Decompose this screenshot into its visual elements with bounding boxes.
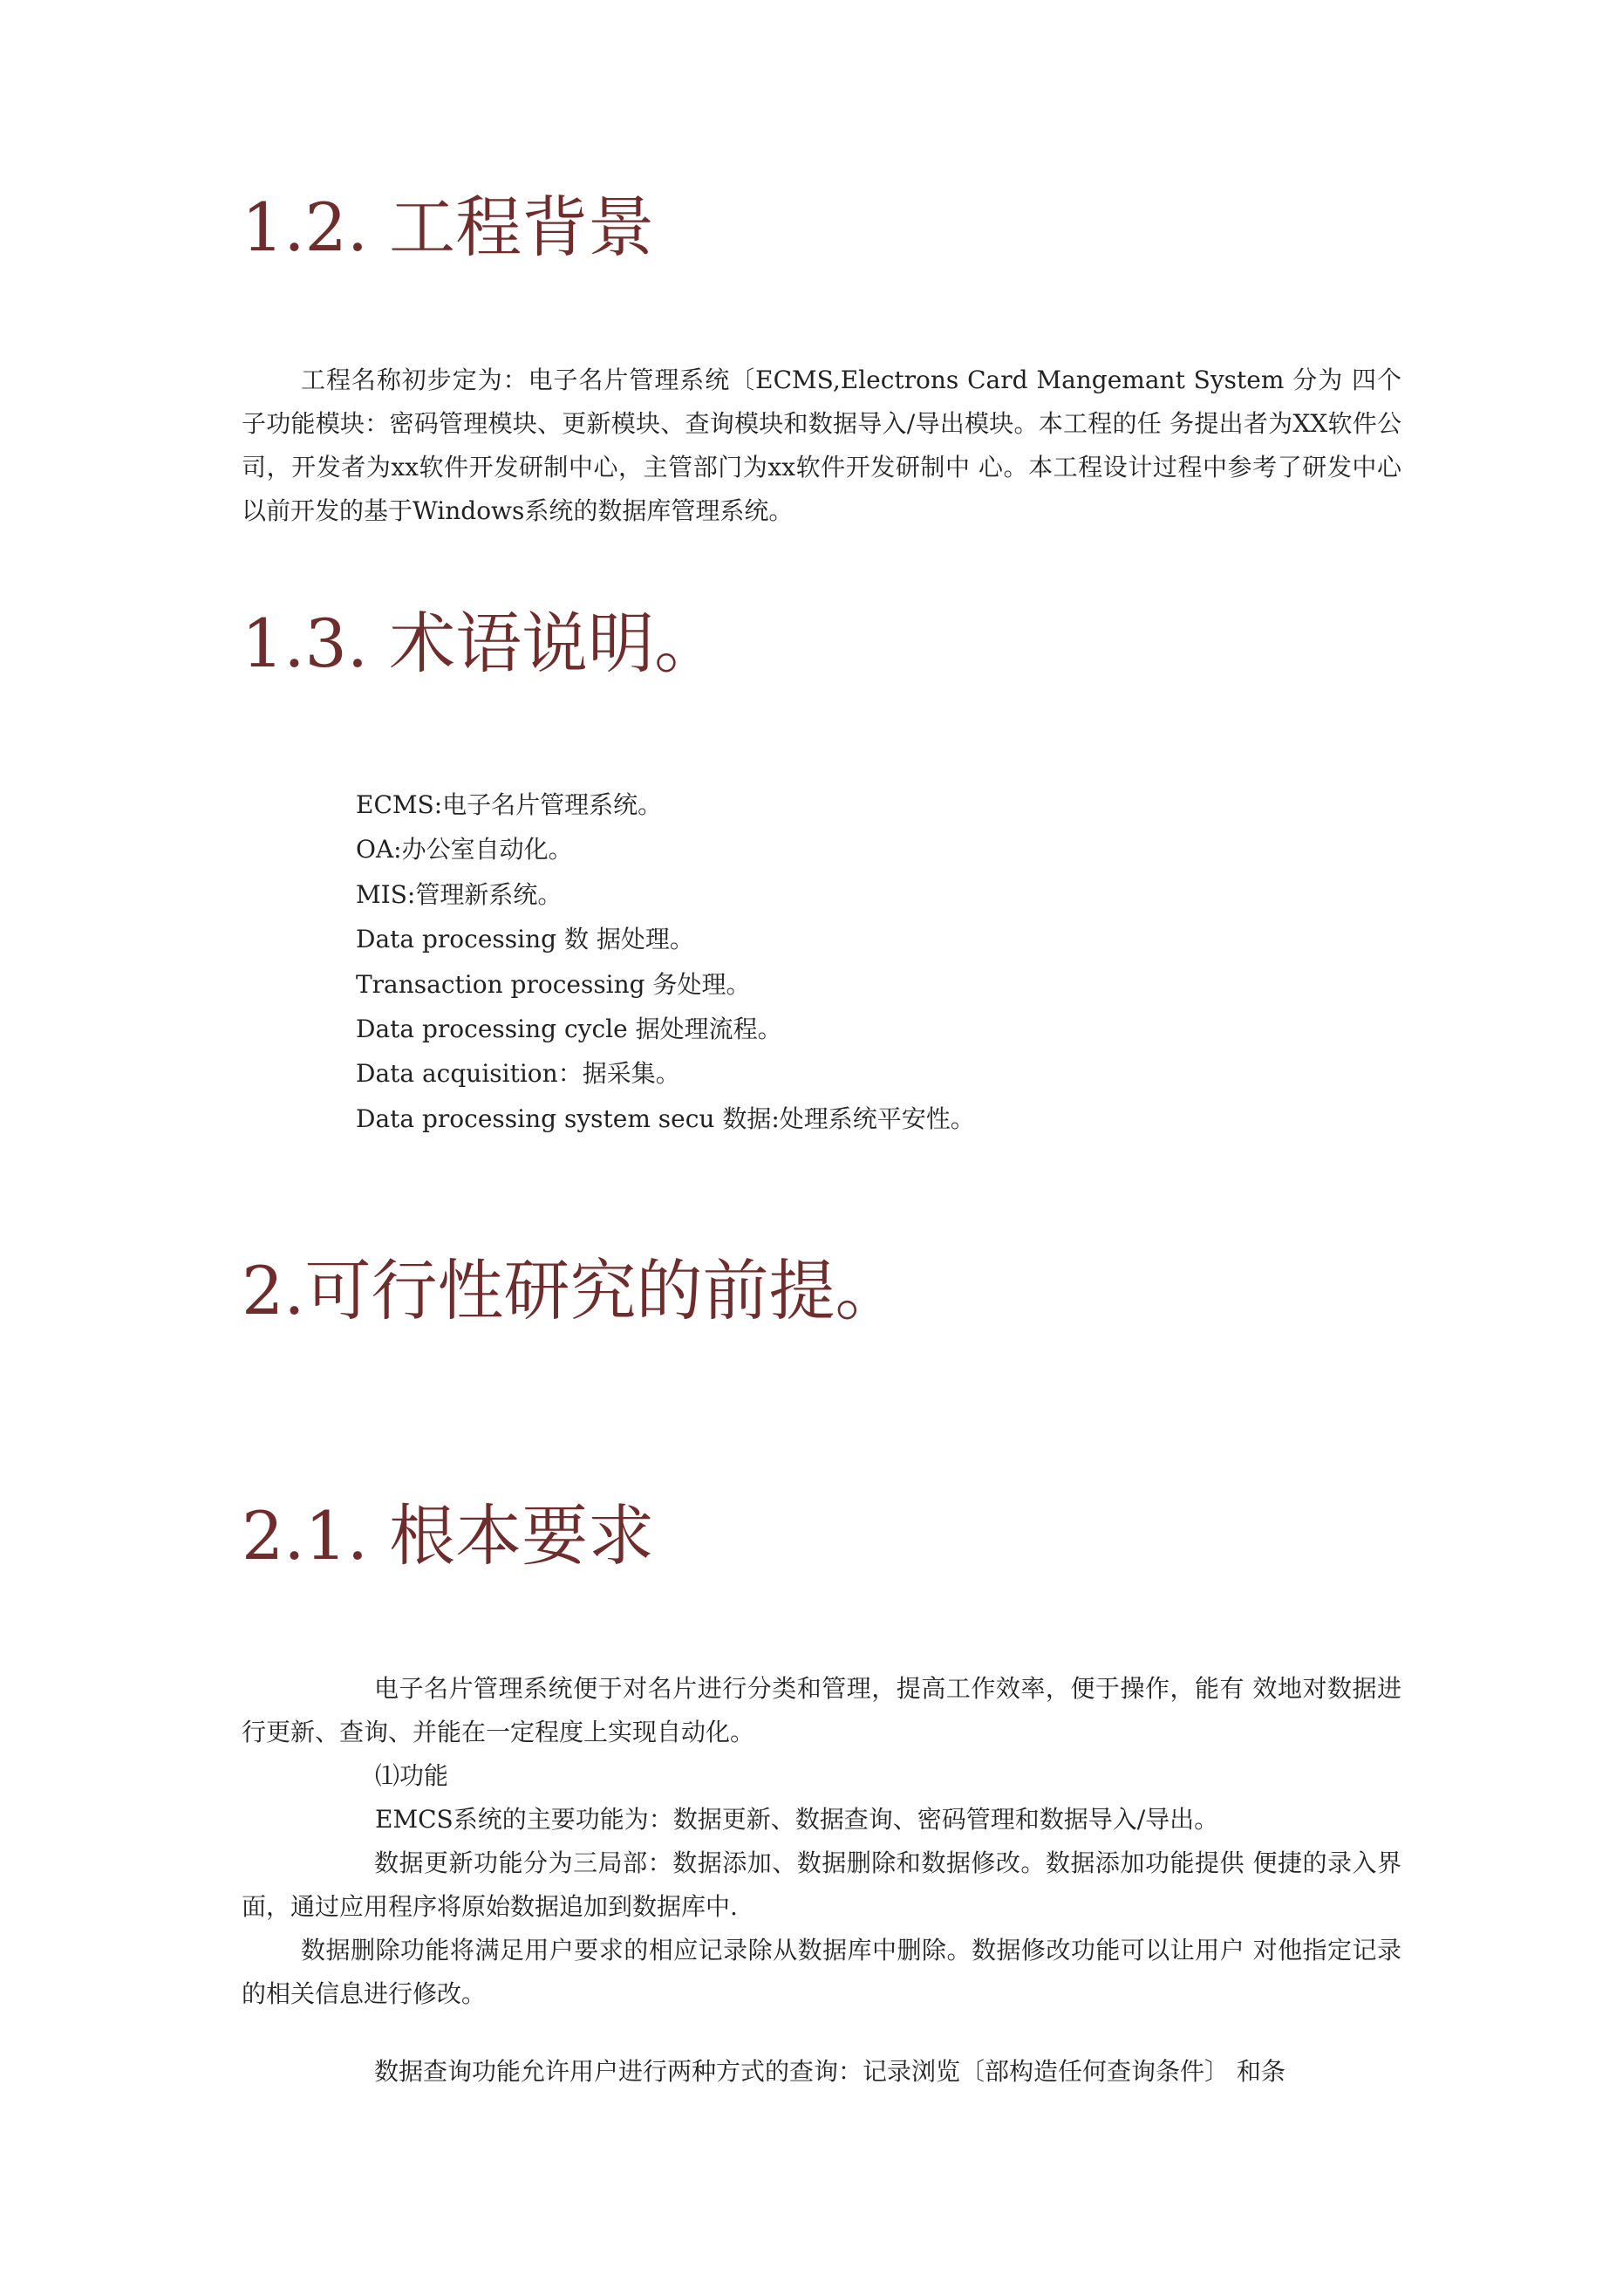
list-item: MIS:管理新系统。 [356,879,563,909]
heading-feasibility-premise: 2.可行性研究的前提。 [242,1252,902,1329]
list-item: Data processing system secu 数据:处理系统平安性。 [356,1104,975,1133]
paragraph-requirements-intro: 电子名片管理系统便于对名片进行分类和管理，提高工作效率，便于操作，能有 效地对数据进行更新、查询、并能在一定程度上实现自动化。 [242,1674,1401,1746]
function-summary: EMCS系统的主要功能为：数据更新、数据查询、密码管理和数据导入/导出。 [375,1805,1219,1834]
list-item: Data processing 数 据处理。 [356,925,694,954]
terminology-list [356,782,975,1141]
list-item: OA:办公室自动化。 [356,835,573,864]
paragraph-data-delete: 数据删除功能将满足用户要求的相应记录除从数据库中删除。数据修改功能可以让用户 对他指定记录的相关信息进行修改。 [242,1936,1401,2008]
list-item: Data processing cycle 据处理流程。 [356,1015,782,1044]
heading-terminology: 1.3. 术语说明。 [242,605,721,682]
function-label: ⑴功能 [375,1761,449,1790]
heading-project-background: 1.2. 工程背景 [242,188,655,266]
paragraph-project-background: 工程名称初步定为：电子名片管理系统〔ECMS,Electrons Card Mangemant System 分为 四个子功能模块：密码管理模块、更新模块、查询模块和数据导入/导出模块。本工程的任 务提出者为XX软件公司，开发者为xx软件开发研制中心，主管部门为xx软件开发研制中 心。本工程设计过程中参考了研发中心以前开发的基于Windows系统的数据库管理系统。 [242,366,1401,525]
paragraph-data-query: 数据查询功能允许用户进行两种方式的查询：记录浏览〔部构造任何查询条件〕 和条 [374,2057,1285,2086]
list-item: Transaction processing 务处理。 [356,969,751,999]
heading-basic-requirements: 2.1. 根本要求 [242,1497,655,1575]
list-item: ECMS:电子名片管理系统。 [356,790,663,819]
list-item: Data acquisition：据采集。 [356,1059,680,1089]
paragraph-data-update: 数据更新功能分为三局部：数据添加、数据删除和数据修改。数据添加功能提供 便捷的录入界面，通过应用程序将原始数据追加到数据库中. [242,1848,1401,1921]
